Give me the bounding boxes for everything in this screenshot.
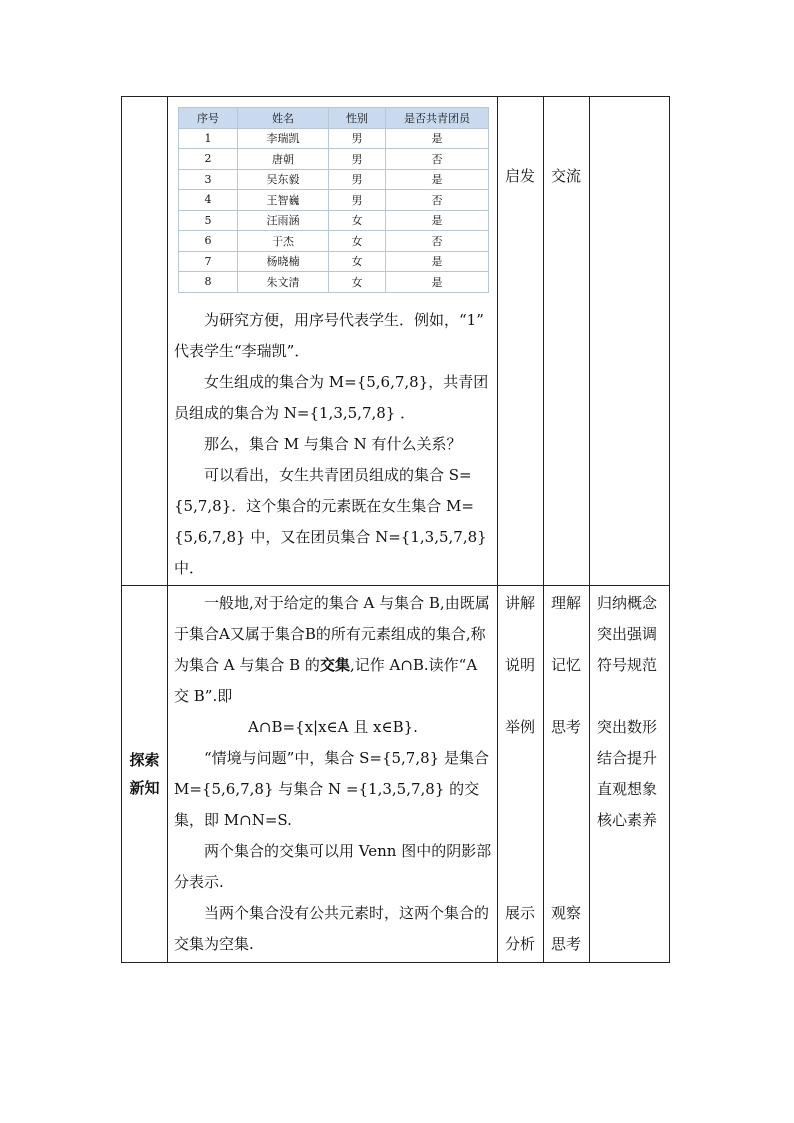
- design-intent: 突出强调: [597, 625, 658, 643]
- roster-cell: 王智巍: [238, 190, 329, 211]
- design-intent: 归纳概念: [597, 594, 658, 612]
- roster-row: [179, 149, 489, 170]
- roster-cell: 是: [386, 272, 489, 293]
- roster-cell: 是: [386, 128, 489, 149]
- paragraph-4: 可以看出，女生共青团员组成的集合 S={5,7,8}．这个集合的元素既在女生集合 M={5,6,7,8} 中，又在团员集合 N={1,3,5,7,8} 中．: [174, 465, 487, 577]
- design-intent: 突出数形: [597, 718, 658, 736]
- teacher-activity: 说明: [505, 656, 536, 674]
- roster-cell: 5: [179, 210, 238, 231]
- roster-cell: 2: [179, 149, 238, 170]
- roster-cell: 3: [179, 169, 238, 190]
- teacher-activity: 展示: [505, 904, 536, 922]
- section-label: 探索新知: [129, 751, 160, 797]
- venn-paragraph: 两个集合的交集可以用 Venn 图中的阴影部分表示.: [174, 842, 492, 891]
- roster-row: [179, 190, 489, 211]
- roster-cell: 女: [329, 272, 386, 293]
- roster-cell: 是: [386, 210, 489, 231]
- roster-row: [179, 128, 489, 149]
- lesson-plan-table: [121, 96, 670, 963]
- roster-header: 姓名: [238, 108, 329, 129]
- roster-header: 性别: [329, 108, 386, 129]
- row2-teacher-cell: [498, 586, 544, 963]
- roster-cell: 否: [386, 231, 489, 252]
- roster-row: [179, 210, 489, 231]
- row1-teacher-cell: [498, 97, 544, 586]
- row2-label-cell: [122, 586, 168, 963]
- teacher-activity: 启发: [505, 167, 536, 185]
- roster-cell: 李瑞凯: [238, 128, 329, 149]
- roster-row: [179, 251, 489, 272]
- row2-content-cell: [168, 586, 498, 963]
- row1-label-cell: [122, 97, 168, 586]
- row1-content-cell: [168, 97, 498, 586]
- student-activity: 理解: [551, 594, 582, 612]
- roster-cell: 是: [386, 169, 489, 190]
- row1-student-cell: [544, 97, 590, 586]
- roster-cell: 唐朝: [238, 149, 329, 170]
- student-activity: 思考: [551, 935, 582, 953]
- student-activity: 观察: [551, 904, 582, 922]
- row1-intent-cell: [590, 97, 670, 586]
- roster-header: 是否共青团员: [386, 108, 489, 129]
- teacher-activity: 讲解: [505, 594, 536, 612]
- roster-cell: 女: [329, 251, 386, 272]
- roster-cell: 是: [386, 251, 489, 272]
- roster-row: [179, 231, 489, 252]
- paragraph-1: 为研究方便，用序号代表学生．例如，“1” 代表学生“李瑞凯”．: [174, 310, 484, 360]
- intersection-formula: A∩B={x|x∈A 且 x∈B}.: [248, 718, 418, 736]
- roster-cell: 7: [179, 251, 238, 272]
- roster-cell: 女: [329, 210, 386, 231]
- roster-cell: 男: [329, 149, 386, 170]
- teacher-activity: 举例: [505, 718, 536, 736]
- student-roster-table: [178, 107, 489, 293]
- roster-header: 序号: [179, 108, 238, 129]
- design-intent: 结合提升: [597, 749, 658, 767]
- paragraph-2: 女生组成的集合为 M={5,6,7,8}，共青团员组成的集合为 N={1,3,5,7,8} ．: [174, 372, 489, 422]
- definition-paragraph: [174, 588, 492, 712]
- roster-cell: 杨晓楠: [238, 251, 329, 272]
- design-intent: 核心素养: [597, 811, 658, 829]
- roster-cell: 男: [329, 190, 386, 211]
- paragraph-3: 那么，集合 M 与集合 N 有什么关系？: [204, 434, 462, 453]
- definition-text-end: ,记作 A∩B.读作“A 交 B”.即: [174, 656, 478, 705]
- design-intent: 符号规范: [597, 656, 658, 674]
- empty-set-paragraph: 当两个集合没有公共元素时，这两个集合的交集为空集.: [174, 904, 490, 953]
- roster-cell: 8: [179, 272, 238, 293]
- roster-cell: 男: [329, 128, 386, 149]
- roster-cell: 否: [386, 190, 489, 211]
- term-intersection: 交集: [319, 656, 350, 674]
- roster-cell: 女: [329, 231, 386, 252]
- student-activity: 思考: [551, 718, 582, 736]
- row2-intent-cell: [590, 586, 670, 963]
- roster-cell: 男: [329, 169, 386, 190]
- student-activity: 记忆: [551, 656, 582, 674]
- student-activity: 交流: [551, 167, 582, 185]
- teacher-activity: 分析: [505, 935, 536, 953]
- roster-cell: 4: [179, 190, 238, 211]
- row2-student-cell: [544, 586, 590, 963]
- roster-cell: 吴东毅: [238, 169, 329, 190]
- definition-text: 一般地,对于给定的集合 A 与集合 B,由既属于集合A又属于集合B的所有元素组成的集合,称为集合 A 与集合 B 的: [174, 594, 490, 674]
- roster-cell: 1: [179, 128, 238, 149]
- example-paragraph: “情境与问题”中，集合 S={5,7,8} 是集合 M={5,6,7,8} 与集合 N ={1,3,5,7,8} 的交集，即 M∩N=S.: [174, 749, 489, 829]
- roster-cell: 汪雨涵: [238, 210, 329, 231]
- roster-cell: 朱文清: [238, 272, 329, 293]
- roster-cell: 于杰: [238, 231, 329, 252]
- roster-cell: 6: [179, 231, 238, 252]
- roster-cell: 否: [386, 149, 489, 170]
- design-intent: 直观想象: [597, 780, 658, 798]
- roster-row: [179, 272, 489, 293]
- roster-row: [179, 169, 489, 190]
